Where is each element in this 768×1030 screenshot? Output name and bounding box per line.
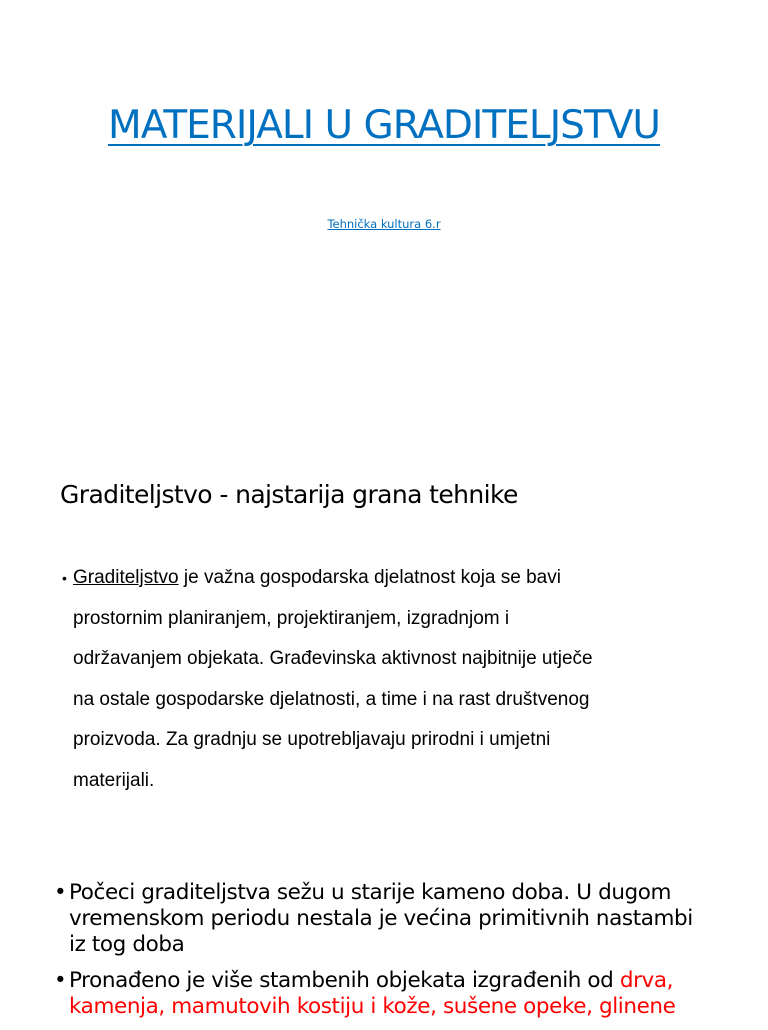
bullet-list bbox=[54, 880, 754, 1030]
presentation-subtitle[interactable]: Tehnička kultura 6.r bbox=[327, 217, 441, 231]
bullet-paragraph bbox=[62, 558, 722, 801]
term-graditeljstvo: Graditeljstvo bbox=[73, 567, 179, 588]
slide-title: Graditeljstvo - najstarija grana tehnike bbox=[60, 480, 518, 509]
paragraph-line-1: je važna gospodarska djelatnost koja se bavi bbox=[178, 567, 561, 588]
bullet-marker: • bbox=[54, 880, 67, 905]
list-item bbox=[54, 880, 754, 958]
paragraph-line-2: prostornim planiranjem, projektiranjem, izgradnjom i bbox=[73, 607, 510, 629]
list-item bbox=[54, 968, 754, 1020]
bullet-marker: • bbox=[62, 570, 67, 586]
content-slide-graditeljstvo bbox=[0, 432, 768, 864]
highlighted-text: kamenja, mamutovih kostiju i kože, sušene opeke, glinene bbox=[69, 994, 676, 1019]
item-line: Počeci graditeljstva sežu u starije kameno doba. U dugom bbox=[69, 880, 672, 905]
content-slide-pocetci bbox=[0, 864, 768, 1024]
bullet-marker: • bbox=[54, 968, 67, 993]
item-line: Pronađeno je više stambenih objekata izgrađenih od bbox=[69, 968, 620, 993]
item-line: vremenskom periodu nestala je većina primitivnih nastambi bbox=[69, 906, 693, 931]
paragraph-line-4: na ostale gospodarske djelatnosti, a time i na rast društvenog bbox=[73, 688, 590, 710]
paragraph-line-3: održavanjem objekata. Građevinska aktivnost najbitnije utječe bbox=[73, 648, 593, 669]
paragraph-text bbox=[62, 558, 722, 801]
paragraph-line-5: proizvoda. Za gradnju se upotrebljavaju prirodni i umjetni bbox=[73, 729, 551, 750]
paragraph-line-6: materijali. bbox=[73, 769, 155, 791]
highlighted-text: drva, bbox=[619, 968, 674, 993]
title-slide bbox=[0, 0, 768, 432]
item-line: iz tog doba bbox=[69, 932, 185, 957]
presentation-title[interactable]: MATERIJALI U GRADITELJSTVU bbox=[108, 103, 660, 148]
